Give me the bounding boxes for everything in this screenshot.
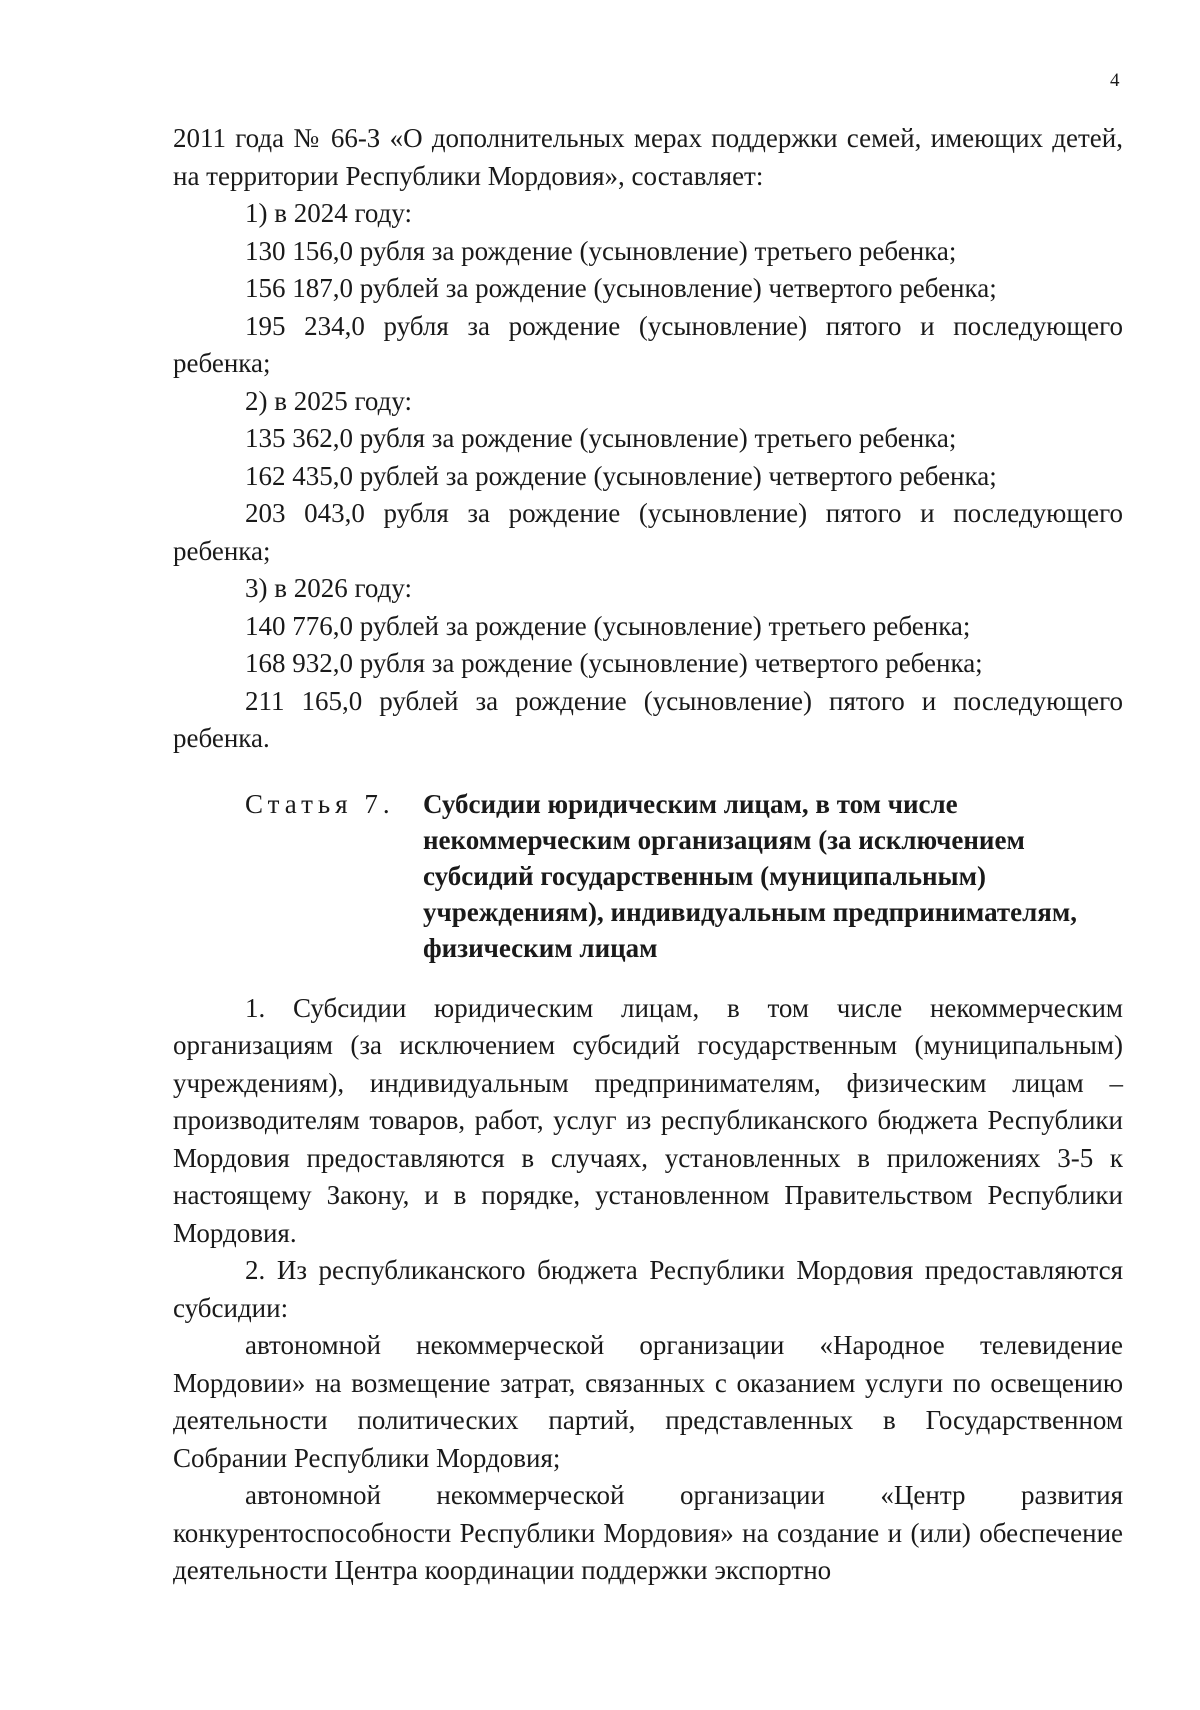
paragraph: 2. Из республиканского бюджета Республики Мордовия предоставляются субсидии: (173, 1255, 1123, 1323)
paragraph: 3) в 2026 году: (245, 573, 412, 603)
paragraph: 1) в 2024 году: (245, 198, 412, 228)
paragraph: 195 234,0 рубля за рождение (усыновление) пятого и последующего ребенка; (173, 310, 1123, 378)
paragraph: 211 165,0 рублей за рождение (усыновление) пятого и последующего ребенка. (173, 685, 1123, 753)
document-body (173, 120, 1123, 1590)
paragraph: 2011 года № 66-З «О дополнительных мерах поддержки семей, имеющих детей, на территории Республики Мордовия», составляет: (173, 123, 1123, 191)
paragraph: 162 435,0 рублей за рождение (усыновление) четвертого ребенка; (245, 460, 997, 491)
paragraph: 135 362,0 рубля за рождение (усыновление) третьего ребенка; (245, 423, 957, 453)
article-number: Статья 7. (245, 788, 395, 819)
paragraph: 140 776,0 рублей за рождение (усыновление) третьего ребенка; (245, 610, 971, 641)
paragraph: автономной некоммерческой организации «Народное телевидение Мордовии» на возмещение затрат, связанных с оказанием услуги по освещению деятельности политических партий, представленных в Государственном Собрании Республики Мордовия; (173, 1330, 1123, 1473)
paragraph: 168 932,0 рубля за рождение (усыновление) четвертого ребенка; (245, 648, 983, 678)
top-paragraphs (173, 120, 1123, 758)
article-title: Субсидии юридическим лицам, в том числе некоммерческим организациям (за исключением субсидий государственным (муниципальным) учреждениям), индивидуальным предпринимателям, физическим лицам (423, 788, 1078, 963)
paragraph: 156 187,0 рублей за рождение (усыновление) четвертого ребенка; (245, 273, 997, 303)
paragraph: 2) в 2025 году: (245, 385, 412, 416)
bottom-paragraphs (173, 990, 1123, 1590)
paragraph: 130 156,0 рубля за рождение (усыновление) третьего ребенка; (245, 235, 957, 266)
paragraph: 1. Субсидии юридическим лицам, в том числе некоммерческим организациям (за исключением субсидий государственным (муниципальным) учреждениям), индивидуальным предпринимателям, физическим лицам – производителям товаров, работ, услуг из республиканского бюджета Республики Мордовия предоставляются в случаях, установленных в приложениях 3-5 к настоящему Закону, и в порядке, установленном Правительством Республики Мордовия. (173, 992, 1123, 1248)
paragraph: автономной некоммерческой организации «Центр развития конкурентоспособности Республики Мордовия» на создание и (или) обеспечение деятельности Центра координации поддержки экспортно (173, 1480, 1123, 1585)
page-number: 4 (1110, 70, 1120, 91)
article-heading (173, 786, 1123, 966)
paragraph: 203 043,0 рубля за рождение (усыновление) пятого и последующего ребенка; (173, 498, 1123, 566)
